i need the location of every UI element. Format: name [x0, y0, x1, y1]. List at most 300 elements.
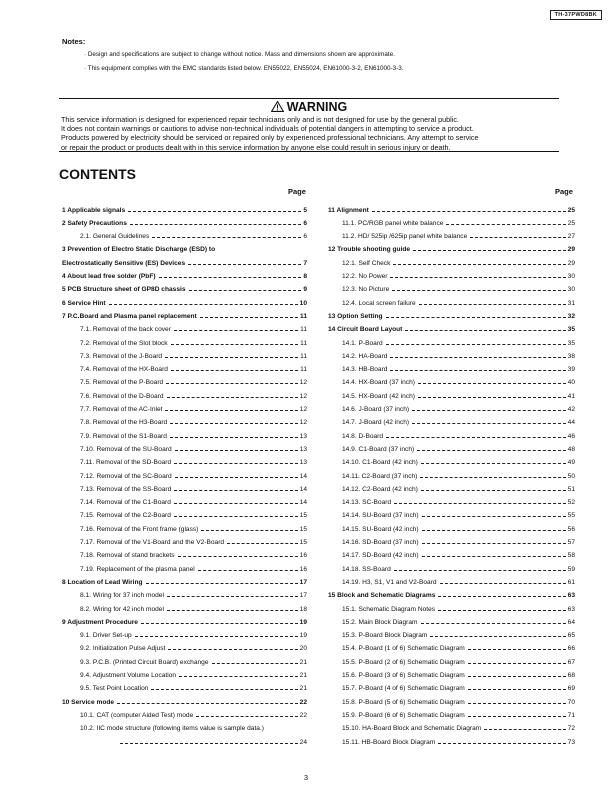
- toc-entry-title: 14.7. J-Board (42 inch): [342, 419, 410, 427]
- toc-entry[interactable]: [342, 524, 575, 534]
- toc-entry[interactable]: [62, 218, 307, 228]
- toc-entry[interactable]: [80, 325, 307, 335]
- toc-leader: [109, 304, 298, 305]
- toc-entry-title: 7.13. Removal of the SS-Board: [80, 485, 172, 493]
- toc-leader: [196, 716, 297, 717]
- toc-entry-page: 14: [299, 472, 307, 480]
- toc-entry[interactable]: [80, 631, 307, 641]
- toc-entry-title: 7.10. Removal of the SU-Board: [80, 445, 172, 453]
- toc-entry-title: 14.14. SU-Board (37 inch): [342, 512, 419, 520]
- toc-leader: [386, 344, 566, 345]
- toc-leader: [151, 689, 297, 690]
- toc-entry[interactable]: [62, 617, 307, 627]
- toc-leader: [421, 490, 566, 491]
- toc-entry-title: 9.5. Test Point Location: [80, 685, 149, 693]
- toc-entry-page: 19: [299, 618, 307, 626]
- toc-entry-title: 7 P.C.Board and Plasma panel replacement: [62, 312, 197, 320]
- toc-entry[interactable]: [342, 365, 575, 375]
- toc-entry-title: 15.11. HB-Board Block Diagram: [342, 738, 436, 746]
- toc-entry-page: 30: [567, 273, 575, 280]
- toc-entry[interactable]: [80, 657, 307, 667]
- toc-leader: [166, 383, 297, 384]
- toc-entry-page: 64: [567, 618, 575, 626]
- toc-entry-title: 14.11. C2-Board (37 inch): [342, 472, 418, 480]
- toc-entry-page: 6: [303, 219, 307, 227]
- toc-leader: [201, 530, 297, 531]
- toc-entry-page: 72: [567, 725, 575, 733]
- toc-leader: [421, 463, 566, 464]
- toc-entry[interactable]: [342, 631, 575, 641]
- toc-entry[interactable]: [80, 365, 307, 375]
- toc-leader: [422, 516, 566, 517]
- toc-leader: [394, 570, 566, 571]
- toc-entry[interactable]: [342, 644, 575, 654]
- toc-leader: [212, 663, 298, 664]
- toc-entry-page: 21: [299, 685, 307, 693]
- toc-entry[interactable]: [62, 205, 307, 215]
- toc-leader: [171, 344, 299, 345]
- toc-entry-title: 7.17. Removal of the V1-Board and the V2-Board: [80, 539, 225, 546]
- toc-entry[interactable]: [328, 205, 575, 215]
- toc-leader: [171, 370, 298, 371]
- toc-entry[interactable]: [80, 405, 307, 415]
- toc-entry-page: 42: [567, 406, 575, 413]
- toc-entry-title: 14.6. J-Board (37 inch): [342, 406, 410, 413]
- toc-leader: [135, 636, 298, 637]
- toc-entry[interactable]: [342, 511, 575, 521]
- toc-entry-page: 14: [299, 499, 307, 507]
- warning-line: It does not contain warnings or cautions to advise non-technical individuals of potential dangers in attempting to service a product.: [61, 124, 474, 134]
- toc-entry[interactable]: [328, 591, 575, 601]
- toc-entry-page: 16: [299, 552, 307, 560]
- toc-entry-title: 14.2. HA-Board: [342, 352, 388, 360]
- toc-entry-page: 25: [567, 206, 575, 214]
- toc-entry[interactable]: [342, 285, 575, 295]
- toc-entry-title: 14.16. SD-Board (37 inch): [342, 539, 419, 546]
- toc-entry-title: 13 Option Setting: [328, 312, 383, 320]
- toc-entry-page: 25: [567, 219, 575, 227]
- toc-entry-title: 2 Safety Precautions: [62, 219, 127, 227]
- toc-entry[interactable]: [342, 298, 575, 308]
- toc-entry[interactable]: [342, 338, 575, 348]
- toc-entry-page: 11: [300, 312, 307, 320]
- toc-entry-title: 8.1. Wiring for 37 inch model: [80, 592, 164, 600]
- toc-leader: [175, 477, 298, 478]
- toc-entry-page: 51: [567, 485, 575, 493]
- toc-entry-page: 63: [567, 592, 575, 600]
- toc-leader: [412, 423, 566, 424]
- toc-entry[interactable]: [342, 538, 575, 548]
- toc-entry[interactable]: [80, 458, 307, 468]
- toc-entry-page: 68: [567, 672, 575, 679]
- warning-title: WARNING: [286, 100, 348, 114]
- toc-entry-page: 11: [300, 326, 307, 334]
- toc-entry-page: 69: [567, 685, 575, 693]
- toc-leader: [422, 543, 566, 544]
- toc-entry[interactable]: [80, 551, 307, 561]
- toc-entry-page: 20: [299, 645, 307, 653]
- toc-entry-title: 14 Circuit Board Layout: [328, 326, 403, 334]
- toc-leader: [167, 397, 298, 398]
- toc-entry-title: 15.8. P-Board (5 of 6) Schematic Diagram: [342, 698, 465, 706]
- toc-entry-title: 7.5. Removal of the P-Board: [80, 379, 164, 387]
- page-number: 3: [303, 773, 309, 782]
- toc-entry[interactable]: [342, 218, 575, 228]
- toc-entry-title: 15.7. P-Board (4 of 6) Schematic Diagram: [342, 685, 465, 693]
- toc-entry-title: 4 About lead free solder (PbF): [62, 273, 156, 280]
- toc-leader: [470, 237, 565, 238]
- toc-entry-page: 5: [303, 206, 307, 214]
- toc-entry-title: 14.13. SC-Board: [342, 499, 392, 507]
- warning-line: Products powered by electricity should be serviced or repaired only by experienced professional technicians. Any attempt to service: [61, 133, 479, 143]
- toc-entry[interactable]: [62, 697, 307, 707]
- toc-entry[interactable]: [80, 498, 307, 508]
- toc-entry-title: 14.9. C1-Board (37 inch): [342, 445, 415, 453]
- toc-entry-title: 14.17. SD-Board (42 inch): [342, 552, 419, 560]
- toc-entry-title: 15.9. P-Board (6 of 6) Schematic Diagram: [342, 711, 465, 719]
- toc-entry-page: 59: [567, 565, 575, 573]
- toc-leader: [390, 357, 565, 358]
- toc-entry[interactable]: [62, 258, 307, 268]
- toc-leader: [174, 490, 297, 491]
- toc-entry[interactable]: [342, 498, 575, 508]
- toc-leader: [168, 649, 297, 650]
- toc-entry-title: 9.3. P.C.B. (Printed Circuit Board) exchange: [80, 658, 209, 666]
- toc-leader: [165, 410, 297, 411]
- toc-entry[interactable]: [80, 418, 307, 428]
- toc-leader: [227, 543, 298, 544]
- toc-entry-page: 38: [567, 352, 575, 360]
- toc-entry-page: 7: [303, 259, 307, 267]
- toc-entry-page: 67: [567, 658, 575, 666]
- toc-leader: [386, 317, 566, 318]
- toc-entry[interactable]: [342, 577, 575, 587]
- toc-leader: [392, 290, 565, 291]
- toc-leader: [165, 357, 298, 358]
- toc-entry-title: 7.15. Removal of the C2-Board: [80, 512, 171, 520]
- warning-triangle-icon: [271, 101, 284, 115]
- toc-entry-page: 11: [300, 366, 307, 374]
- toc-entry-page: 15: [299, 512, 307, 520]
- toc-entry[interactable]: [342, 684, 575, 694]
- toc-entry[interactable]: [342, 391, 575, 401]
- toc-leader: [200, 317, 298, 318]
- toc-entry[interactable]: [342, 431, 575, 441]
- toc-entry-page: 24: [299, 738, 307, 746]
- toc-entry-page: 12: [299, 392, 307, 400]
- toc-entry-title: 7.2. Removal of the Slot block: [80, 339, 168, 347]
- toc-entry-title: 7.3. Removal of the J-Board: [80, 352, 163, 360]
- toc-entry[interactable]: [80, 391, 307, 401]
- toc-entry-page: 11: [300, 352, 307, 360]
- toc-entry-page: 10: [299, 299, 307, 307]
- toc-entry-page: 9: [303, 286, 307, 294]
- toc-entry-title: 14.3. HB-Board: [342, 366, 388, 374]
- toc-entry-title: 10.2. IIC mode structure (following items value is sample data.): [80, 725, 264, 733]
- toc-leader: [170, 423, 297, 424]
- toc-entry-page: 11: [300, 339, 307, 347]
- toc-entry-page: 73: [567, 738, 575, 746]
- toc-entry-title: 8 Location of Lead Wiring: [62, 578, 143, 586]
- toc-entry-title: 10 Service mode: [62, 698, 115, 706]
- toc-leader: [417, 450, 565, 451]
- toc-leader: [120, 743, 298, 744]
- toc-entry[interactable]: [342, 471, 575, 481]
- toc-entry-title: 5 PCB Structure sheet of GP8D chassis: [62, 286, 186, 294]
- toc-leader: [468, 689, 566, 690]
- toc-leader: [117, 703, 298, 704]
- toc-entry-page: 31: [567, 299, 575, 307]
- toc-entry[interactable]: [80, 684, 307, 694]
- notes-title: Notes:: [62, 37, 86, 46]
- toc-entry[interactable]: [342, 258, 575, 268]
- toc-leader: [130, 224, 301, 225]
- toc-entry-page: 40: [567, 379, 575, 387]
- toc-entry-title: 7.19. Replacement of the plasma panel: [80, 565, 195, 573]
- toc-entry-page: 63: [567, 605, 575, 613]
- toc-entry[interactable]: [342, 444, 575, 454]
- toc-entry[interactable]: [80, 378, 307, 388]
- toc-entry-page: 65: [567, 632, 575, 640]
- toc-leader: [393, 264, 565, 265]
- toc-entry-title: 15.10. HA-Board Block and Schematic Diagram: [342, 725, 482, 733]
- model-code-box: TH-37PWD8BK: [550, 10, 602, 20]
- toc-leader: [418, 397, 566, 398]
- toc-entry-title: Electrostatically Sensitive (ES) Devices: [62, 259, 186, 267]
- toc-entry-title: 2.1. General Guidelines: [80, 233, 150, 241]
- toc-entry-title: 15.4. P-Board (1 of 6) Schematic Diagram: [342, 645, 465, 653]
- toc-entry[interactable]: [80, 538, 307, 548]
- toc-entry-page: 46: [567, 432, 575, 440]
- toc-entry-title: 15.3. P-Board Block Diagram: [342, 632, 428, 640]
- toc-entry-title: 12.4. Local screen failure: [342, 299, 416, 307]
- toc-entry[interactable]: [342, 351, 575, 361]
- toc-entry-page: 18: [299, 605, 307, 613]
- toc-leader: [198, 570, 298, 571]
- toc-entry-page: 8: [303, 273, 307, 280]
- toc-entry-title: 11 Alignment: [328, 206, 369, 214]
- toc-leader: [438, 743, 565, 744]
- toc-entry-page: 16: [299, 565, 307, 573]
- toc-entry[interactable]: [62, 298, 307, 308]
- toc-leader: [175, 450, 298, 451]
- toc-entry-title: 9.1. Driver Set-up: [80, 632, 132, 640]
- toc-entry[interactable]: [62, 272, 307, 282]
- toc-entry[interactable]: [80, 524, 307, 534]
- toc-entry-page: 50: [567, 472, 575, 480]
- toc-entry[interactable]: [120, 737, 307, 747]
- toc-entry[interactable]: [80, 564, 307, 574]
- toc-entry-title: 15.1. Schematic Diagram Notes: [342, 605, 436, 613]
- toc-entry-page: 61: [567, 578, 575, 586]
- toc-leader: [189, 290, 302, 291]
- toc-leader: [390, 277, 565, 278]
- toc-entry-page: 52: [567, 499, 575, 507]
- toc-entry-title: 14.8. D-Board: [342, 432, 384, 440]
- toc-leader: [141, 623, 298, 624]
- toc-entry[interactable]: [342, 604, 575, 614]
- toc-entry[interactable]: [80, 351, 307, 361]
- toc-entry[interactable]: [328, 311, 575, 321]
- toc-entry[interactable]: [342, 272, 575, 282]
- toc-leader: [468, 716, 566, 717]
- toc-entry[interactable]: [80, 671, 307, 681]
- toc-entry[interactable]: [342, 710, 575, 720]
- toc-entry-title: 7.9. Removal of the S1-Board: [80, 432, 167, 440]
- toc-entry-page: 22: [299, 711, 307, 719]
- toc-entry-title: 7.14. Removal of the C1-Board: [80, 499, 171, 507]
- toc-leader: [438, 596, 565, 597]
- toc-leader: [174, 463, 298, 464]
- toc-entry[interactable]: [342, 378, 575, 388]
- toc-entry-title: 12 Trouble shooting guide: [328, 246, 411, 254]
- toc-entry[interactable]: [80, 484, 307, 494]
- left-page-header: Page: [288, 187, 306, 196]
- toc-entry-page: 29: [567, 259, 575, 267]
- toc-entry[interactable]: [62, 285, 307, 295]
- toc-leader: [438, 610, 566, 611]
- warning-line: This service information is designed for experienced repair technicians only and is not designed for use by the general public.: [61, 115, 459, 124]
- toc-leader: [174, 503, 298, 504]
- toc-entry-page: 19: [299, 632, 307, 640]
- toc-entry[interactable]: [80, 471, 307, 481]
- toc-entry-title: 15.6. P-Board (3 of 6) Schematic Diagram: [342, 672, 465, 679]
- toc-leader: [468, 649, 566, 650]
- toc-entry[interactable]: [342, 697, 575, 707]
- toc-entry[interactable]: [80, 511, 307, 521]
- toc-entry-page: 22: [299, 698, 307, 706]
- toc-entry[interactable]: [342, 657, 575, 667]
- toc-entry[interactable]: [342, 671, 575, 681]
- toc-entry-page: 35: [567, 339, 575, 347]
- toc-entry-title: 14.15. SU-Board (42 inch): [342, 525, 419, 533]
- toc-entry[interactable]: [328, 325, 575, 335]
- toc-entry-page: 21: [299, 658, 307, 666]
- toc-entry-page: 44: [567, 419, 575, 427]
- toc-entry[interactable]: [342, 458, 575, 468]
- toc-entry-page: 58: [567, 552, 575, 560]
- toc-entry-page: 6: [303, 233, 307, 241]
- toc-leader: [468, 663, 566, 664]
- toc-entry[interactable]: [342, 564, 575, 574]
- toc-entry-page: 48: [567, 445, 575, 453]
- toc-entry-title: 7.6. Removal of the D-Board: [80, 392, 164, 400]
- toc-leader: [418, 383, 566, 384]
- toc-entry-page: 29: [567, 246, 575, 254]
- warning-heading: [59, 100, 559, 115]
- toc-entry-title: 11.2. HD/ 525ip /625ip panel white balance: [342, 233, 468, 241]
- toc-entry[interactable]: [62, 577, 307, 587]
- toc-entry-page: 56: [567, 525, 575, 533]
- toc-leader: [412, 410, 566, 411]
- toc-entry[interactable]: [342, 551, 575, 561]
- toc-entry-title: 3 Prevention of Electro Static Discharge (ESD) to: [62, 246, 216, 254]
- contents-title: CONTENTS: [59, 166, 136, 182]
- toc-entry-page: 71: [567, 711, 575, 719]
- toc-entry[interactable]: [80, 604, 307, 614]
- toc-entry-title: 14.18. SS-Board: [342, 565, 391, 573]
- toc-entry[interactable]: [80, 232, 307, 242]
- toc-leader: [413, 250, 566, 251]
- toc-entry[interactable]: [342, 418, 575, 428]
- toc-entry-title: 14.10. C1-Board (42 inch): [342, 459, 418, 467]
- toc-entry-title: 7.1. Removal of the back cover: [80, 326, 171, 334]
- toc-entry[interactable]: [80, 431, 307, 441]
- toc-entry[interactable]: [80, 644, 307, 654]
- toc-entry-page: 15: [299, 525, 307, 533]
- toc-entry-page: 13: [299, 459, 307, 467]
- toc-leader: [178, 556, 298, 557]
- toc-entry-title: 14.12. C2-Board (42 inch): [342, 485, 418, 493]
- toc-leader: [446, 224, 565, 225]
- toc-entry-title: 9 Adjustment Procedure: [62, 618, 138, 626]
- toc-entry-page: 55: [567, 512, 575, 520]
- toc-leader: [394, 503, 566, 504]
- toc-entry[interactable]: [342, 617, 575, 627]
- toc-entry[interactable]: [80, 444, 307, 454]
- toc-entry-page: 32: [567, 312, 575, 320]
- toc-entry-page: 27: [567, 233, 575, 241]
- toc-entry[interactable]: [342, 737, 575, 747]
- toc-entry-title: 12.2. No Power: [342, 273, 388, 280]
- toc-entry-title: 14.1. P-Board: [342, 339, 383, 347]
- toc-entry[interactable]: [80, 710, 307, 720]
- toc-entry[interactable]: [62, 311, 307, 321]
- toc-entry-page: 15: [299, 539, 307, 546]
- toc-entry[interactable]: [62, 245, 307, 255]
- toc-entry-title: 15.2. Main Block Diagram: [342, 618, 418, 626]
- toc-leader: [146, 583, 298, 584]
- toc-leader: [468, 703, 566, 704]
- toc-entry-page: 41: [567, 392, 575, 400]
- toc-entry[interactable]: [80, 338, 307, 348]
- note-item: · Design and specifications are subject to change without notice. Mass and dimensions shown are approximate.: [84, 51, 395, 58]
- toc-leader: [174, 516, 298, 517]
- toc-entry[interactable]: [328, 245, 575, 255]
- toc-entry-title: 1 Applicable signals: [62, 206, 126, 214]
- toc-entry[interactable]: [80, 591, 307, 601]
- toc-leader: [188, 264, 301, 265]
- toc-leader: [386, 437, 566, 438]
- toc-entry[interactable]: [342, 232, 575, 242]
- toc-leader: [422, 556, 566, 557]
- toc-entry-title: 9.2. Initialization Pulse Adjust: [80, 645, 166, 653]
- toc-leader: [390, 370, 565, 371]
- toc-entry-title: 7.8. Removal of the H3-Board: [80, 419, 168, 427]
- toc-entry-title: 7.18. Removal of stand brackets: [80, 552, 175, 560]
- toc-entry[interactable]: [342, 405, 575, 415]
- toc-entry-page: 12: [299, 406, 307, 413]
- toc-leader: [372, 211, 566, 212]
- toc-entry-page: 57: [567, 539, 575, 546]
- toc-entry[interactable]: [80, 724, 307, 734]
- toc-entry[interactable]: [342, 484, 575, 494]
- toc-entry-page: 66: [567, 645, 575, 653]
- toc-entry-title: 10.1. CAT (computer Aided Test) mode: [80, 711, 194, 719]
- toc-leader: [421, 623, 566, 624]
- toc-leader: [484, 729, 565, 730]
- toc-entry-page: 17: [299, 592, 307, 600]
- toc-leader: [419, 304, 566, 305]
- toc-entry-title: 7.16. Removal of the Front frame (glass): [80, 525, 199, 533]
- toc-entry-page: 17: [299, 578, 307, 586]
- toc-entry-title: 14.5. HX-Board (42 inch): [342, 392, 415, 400]
- toc-entry-page: 13: [299, 432, 307, 440]
- toc-entry-title: 11.1. PC/RGB panel white balance: [342, 219, 444, 227]
- toc-leader: [174, 330, 298, 331]
- toc-entry[interactable]: [342, 724, 575, 734]
- toc-entry-title: 8.2. Wiring for 42 inch model: [80, 605, 164, 613]
